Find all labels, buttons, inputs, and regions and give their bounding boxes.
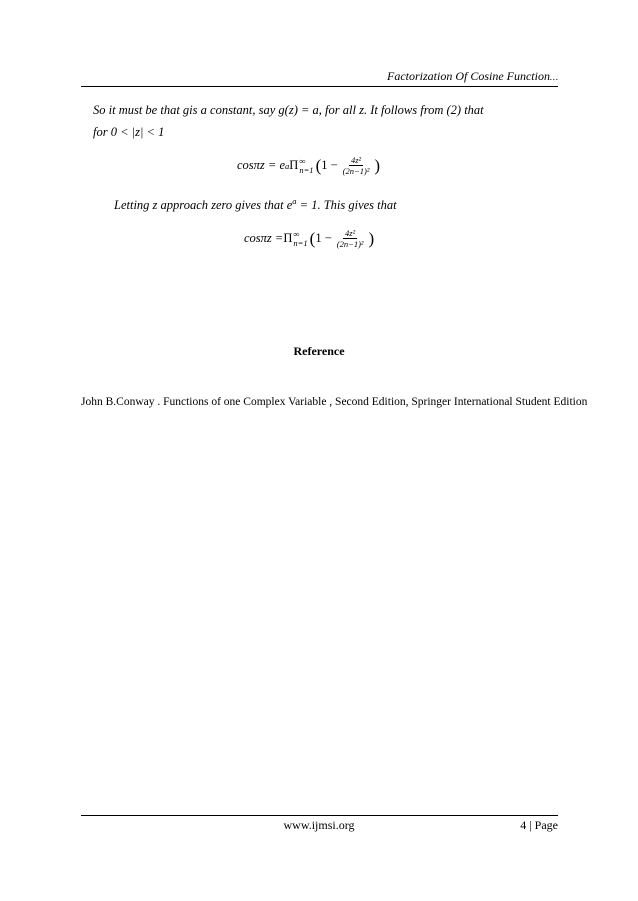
running-title: Factorization Of Cosine Function [386,69,550,83]
equation-1 [237,155,380,176]
math-span: g(z) = a [278,103,319,117]
footer-page-number: 4 | Page [520,818,558,832]
product-upper: ∞ [293,228,300,239]
text-span: So it must be that gis a constant, say [93,103,279,117]
exponent: a [292,196,297,206]
product-symbol: Π [289,158,299,172]
product-lower: n=1 [293,237,308,248]
product-limits [293,230,307,248]
eq2-lhs: cosπz = [244,231,284,245]
paragraph-line-1 [93,99,558,121]
math-span: z [359,103,364,117]
paragraph-line-3 [114,190,579,216]
paren-close: ) [374,156,381,175]
paren-close: ) [368,229,375,248]
product-symbol: Π [283,231,293,245]
one-minus: 1 − [315,231,332,245]
text-span: approach zero gives that [157,198,287,213]
header-rule [81,86,558,87]
text-span: for [93,125,111,139]
paragraph-line-2 [93,121,558,143]
eq1-exponent: a [285,160,290,171]
running-title-ellipsis: … [549,72,558,82]
product-limits [299,157,313,175]
fraction-denominator: (2n−1)² [336,239,364,249]
text-span: , for all [318,103,360,117]
footer-rule [81,815,558,816]
fraction [335,228,366,249]
paren-open: ( [315,156,322,175]
math-span: z [152,198,158,213]
running-head [387,69,558,84]
footer-website: www.ijmsi.org [283,818,355,832]
math-span: 0 < |z| < 1 [110,125,165,139]
equation-2 [244,228,374,249]
product-lower: n=1 [299,164,314,175]
fraction-numerator: 4z² [345,228,356,238]
reference-entry: John B.Conway . Functions of one Complex Variable , Second Edition, Springer International Student Edition [81,396,588,408]
math-span: e [286,198,293,213]
eq1-lhs: cosπz = e [237,158,286,172]
fraction-numerator: 4z² [350,155,362,165]
fraction [341,155,372,176]
paren-open: ( [309,229,316,248]
product-upper: ∞ [299,155,306,166]
text-span: = 1. This gives that [296,198,397,213]
fraction-denominator: (2n−1)² [342,166,370,176]
text-span: Letting [114,198,153,213]
one-minus: 1 − [321,158,338,172]
reference-heading: Reference [293,344,345,358]
text-span: . It follows from (2) that [363,103,484,117]
